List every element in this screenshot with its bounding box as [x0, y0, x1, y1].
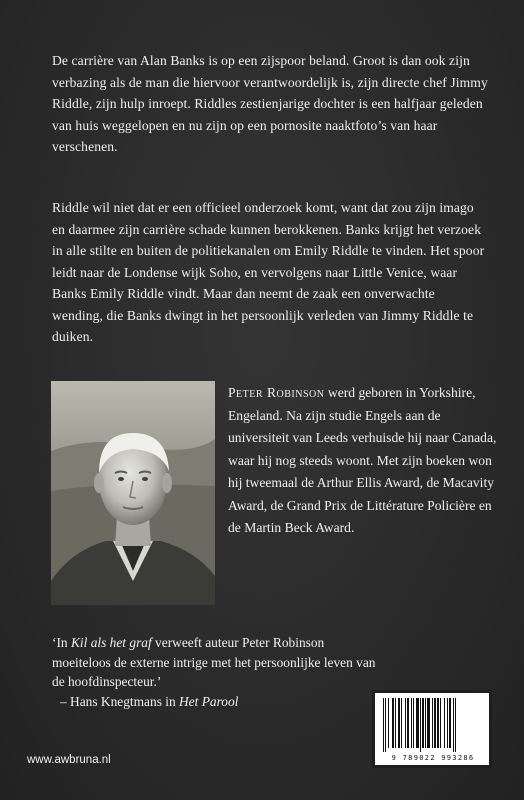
author-name: Peter Robinson: [228, 385, 325, 400]
synopsis-paragraph-2: Riddle wil niet dat er een officieel onderzoek komt, want dat zou zijn imago en daarmee zijn carrière schade kunnen berokkenen. Banks krijgt het verzoek in alle stilte en buiten de politiekanalen om Emily Riddle te vinden. Het spoor leidt naar de Londense wijk Soho, en vervolgens naar Little Venice, waar Banks Emily Riddle vindt. Maar dan neemt de zaak een onverwachte wending, die Banks dwingt in het persoonlijk verleden van Jimmy Riddle te duiken.: [52, 200, 485, 344]
barcode-bar: [434, 698, 436, 748]
quote-attribution: [52, 694, 238, 709]
synopsis-paragraph-1: De carrière van Alan Banks is op een zijspoor beland. Groot is dan ook zijn verbazing als de man die hiervoor verantwoordelijk is, zijn directe chef Jimmy Riddle, zijn hulp inroept. Riddles zestienjarige dochter is een halfjaar geleden van huis weggelopen en nu zijn op een pornosite naaktfoto’s van haar verschenen.: [52, 53, 488, 154]
publisher-website: www.awbruna.nl: [27, 754, 111, 766]
barcode-bar: [407, 698, 409, 748]
isbn-barcode: [372, 690, 492, 768]
author-bio: [228, 382, 498, 540]
barcode-bar: [444, 698, 445, 748]
barcode-bar: [420, 698, 421, 752]
barcode-bar: [449, 698, 451, 748]
barcode-bar: [392, 698, 394, 748]
barcode-bar: [422, 698, 424, 748]
barcode-bar: [453, 698, 454, 752]
review-quote: [52, 633, 382, 711]
barcode-bar: [437, 698, 439, 748]
barcode-bar: [440, 698, 441, 748]
barcode-bar: [416, 698, 419, 748]
author-photo: [51, 381, 215, 605]
barcode-bar: [401, 698, 402, 748]
author-bio-text: werd geboren in Yorkshire, Engeland. Na zijn studie Engels aan de universiteit van Leeds verhuisde hij naar Canada, waar hij nog steeds woont. Met zijn boeken won hij tweemaal de Arthur Ellis Award, de Macavity Award, de Grand Prix de Littérature Policière en de Martin Beck Award.: [228, 385, 497, 535]
attribution-prefix: – Hans Knegtmans in: [60, 693, 180, 709]
barcode-bar: [385, 698, 386, 752]
barcode-bar: [405, 698, 406, 748]
barcode-bar: [411, 698, 412, 748]
barcode-bar: [447, 698, 448, 748]
quote-source: Het Parool: [179, 693, 239, 709]
barcode-bar: [427, 698, 430, 748]
quoted-book-title: Kil als het graf: [70, 635, 152, 650]
barcode-bar: [413, 698, 414, 748]
quote-text: verweeft auteur Peter Robinson moeiteloos de externe intrige met het persoonlijke leven van de hoofdinspecteur.’: [52, 635, 376, 689]
quote-open: ‘In: [52, 635, 71, 650]
barcode-bar: [383, 698, 384, 752]
isbn-digits: 9 789022 993286: [391, 754, 475, 762]
barcode-bar: [388, 698, 389, 748]
barcode-icon: [381, 698, 485, 752]
barcode-bar: [398, 698, 400, 748]
barcode-bar: [425, 698, 426, 748]
barcode-bar: [395, 698, 396, 748]
barcode-bar: [432, 698, 433, 748]
barcode-bar: [455, 698, 456, 752]
author-portrait-icon: [51, 381, 215, 605]
